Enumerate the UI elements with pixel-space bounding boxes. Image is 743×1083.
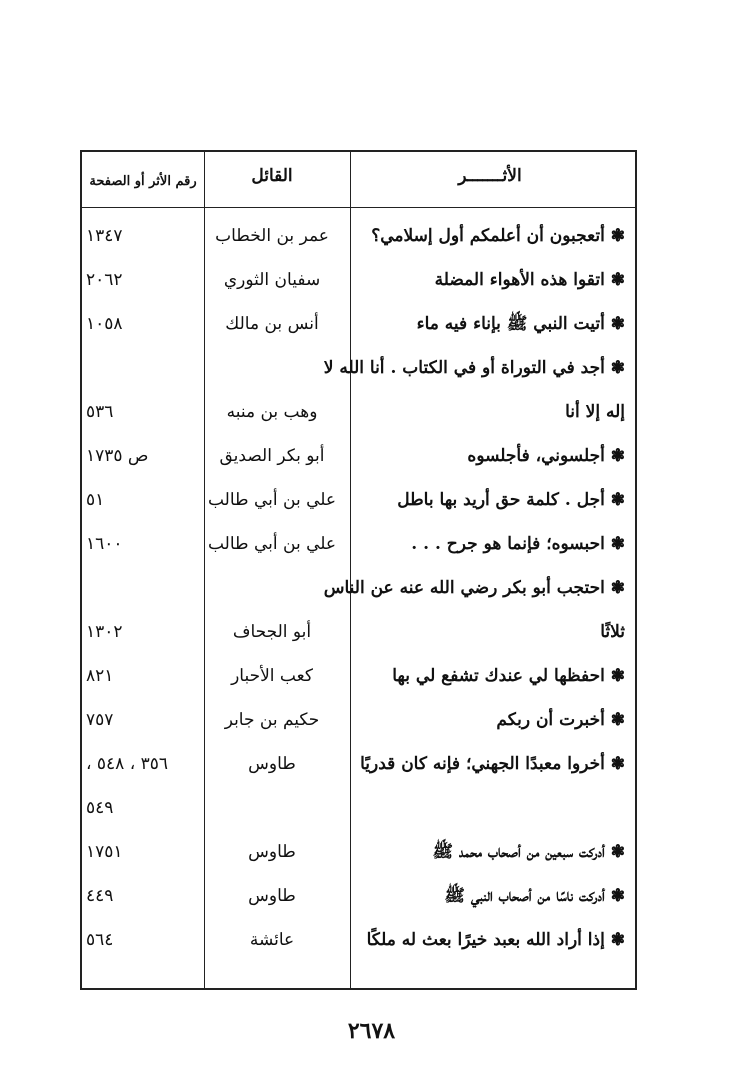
- table-row: [82, 654, 635, 698]
- reference-number: ٥٤٩: [86, 798, 114, 818]
- reference-number: ١٦٠٠: [86, 534, 123, 554]
- asterisk-icon: ❃: [610, 886, 625, 906]
- athar-text-content: اتقوا هذه الأهواء المضلة: [434, 270, 605, 290]
- page-number: ٢٦٧٨: [347, 1018, 396, 1044]
- reference-number: ٨٢١: [86, 666, 114, 686]
- asterisk-icon: ❃: [610, 930, 625, 950]
- asterisk-icon: ❃: [610, 534, 625, 554]
- sayer-name: حكيم بن جابر: [224, 710, 320, 730]
- table-row: [82, 522, 635, 566]
- athar-text-content: احفظها لي عندك تشفع لي بها: [392, 666, 605, 686]
- table-row: [82, 918, 635, 962]
- reference-number: ٣٥٦ ، ٥٤٨ ،: [86, 754, 168, 774]
- reference-number: ٥٣٦: [86, 402, 114, 422]
- asterisk-icon: ❃: [610, 666, 625, 686]
- table-row: [82, 214, 635, 258]
- sayer-name: طاوس: [248, 842, 296, 862]
- table-row: [82, 874, 635, 918]
- reference-number: ٢٠٦٢: [86, 270, 123, 290]
- table-row: [82, 478, 635, 522]
- table-row: [82, 786, 635, 830]
- sayer-name: علي بن أبي طالب: [207, 490, 337, 510]
- reference-number: ١٠٥٨: [86, 314, 123, 334]
- athar-text-content: إذا أراد الله بعبد خيرًا بعث له ملكًا: [366, 930, 605, 950]
- reference-number: ١٣٤٧: [86, 226, 123, 246]
- header-sayer: القائل: [251, 166, 293, 186]
- athar-text: [355, 874, 625, 918]
- athar-text: [355, 742, 625, 786]
- athar-text: [355, 390, 625, 434]
- sayer-name: عمر بن الخطاب: [215, 226, 329, 246]
- table-row: [82, 302, 635, 346]
- table-row: [82, 742, 635, 786]
- sayer-name: عائشة: [249, 930, 295, 950]
- asterisk-icon: ❃: [610, 314, 625, 334]
- athar-text: [355, 918, 625, 962]
- asterisk-icon: ❃: [610, 270, 625, 290]
- table-row: [82, 610, 635, 654]
- athar-index-table: [80, 150, 637, 990]
- athar-text: [355, 302, 625, 346]
- athar-text: [323, 346, 625, 390]
- asterisk-icon: ❃: [610, 754, 625, 774]
- athar-text: [355, 830, 625, 874]
- header-divider: [82, 207, 635, 208]
- table-row: [82, 830, 635, 874]
- athar-text: [355, 698, 625, 742]
- athar-text-content: أدركت سبعين من أصحاب محمد ﷺ: [432, 842, 605, 862]
- table-row: [82, 434, 635, 478]
- table-row: [82, 346, 635, 390]
- athar-text-content: أخبرت أن ربكم: [496, 710, 605, 730]
- table-row: [82, 566, 635, 610]
- sayer-name: أبو الجحاف: [232, 622, 312, 642]
- athar-text-content: أجد في التوراة أو في الكتاب . أنا الله لا: [323, 358, 605, 378]
- athar-text-content: احبسوه؛ فإنما هو جرح . . .: [411, 534, 605, 554]
- athar-text: [323, 566, 625, 610]
- athar-text-content: احتجب أبو بكر رضي الله عنه عن الناس: [323, 578, 605, 598]
- athar-text: [355, 654, 625, 698]
- reference-number: ٤٤٩: [86, 886, 114, 906]
- sayer-name: أبو بكر الصديق: [219, 446, 325, 466]
- athar-text: [355, 434, 625, 478]
- sayer-name: طاوس: [248, 886, 296, 906]
- athar-text: [355, 258, 625, 302]
- athar-text: [355, 214, 625, 258]
- asterisk-icon: ❃: [610, 358, 625, 378]
- asterisk-icon: ❃: [610, 578, 625, 598]
- reference-number: ص ١٧٣٥: [86, 446, 149, 466]
- table-row: [82, 698, 635, 742]
- table-row: [82, 390, 635, 434]
- sayer-name: أنس بن مالك: [225, 314, 319, 334]
- table-row: [82, 258, 635, 302]
- reference-number: ١٧٥١: [86, 842, 123, 862]
- athar-text-content: أدركت ناسًا من أصحاب النبي ﷺ: [444, 886, 605, 906]
- asterisk-icon: ❃: [610, 710, 625, 730]
- table-body: [82, 214, 635, 962]
- athar-text-content: إله إلا أنا: [565, 402, 625, 422]
- athar-text-content: أجل . كلمة حق أريد بها باطل: [397, 490, 605, 510]
- header-ref: رقم الأثر أو الصفحة: [89, 174, 197, 189]
- athar-text: [355, 478, 625, 522]
- athar-text-content: أخروا معبدًا الجهني؛ فإنه كان قدريًا: [360, 754, 605, 774]
- athar-text: [355, 522, 625, 566]
- sayer-name: وهب بن منبه: [226, 402, 318, 422]
- athar-text-content: ثلاثًا: [600, 622, 625, 642]
- asterisk-icon: ❃: [610, 446, 625, 466]
- reference-number: ٥١: [86, 490, 105, 510]
- athar-text-content: أجلسوني، فأجلسوه: [467, 446, 605, 466]
- athar-text-content: أتعجبون أن أعلمكم أول إسلامي؟: [371, 226, 605, 246]
- athar-text: [355, 610, 625, 654]
- athar-text-content: أتيت النبي ﷺ بإناء فيه ماء: [416, 314, 605, 334]
- sayer-name: علي بن أبي طالب: [207, 534, 337, 554]
- asterisk-icon: ❃: [610, 226, 625, 246]
- sayer-name: كعب الأحبار: [231, 666, 313, 686]
- reference-number: ١٣٠٢: [86, 622, 123, 642]
- sayer-name: طاوس: [248, 754, 296, 774]
- asterisk-icon: ❃: [610, 842, 625, 862]
- reference-number: ٥٦٤: [86, 930, 114, 950]
- sayer-name: سفيان الثوري: [223, 270, 321, 290]
- asterisk-icon: ❃: [610, 490, 625, 510]
- header-athar: الأثـــــــر: [458, 166, 522, 186]
- reference-number: ٧٥٧: [86, 710, 114, 730]
